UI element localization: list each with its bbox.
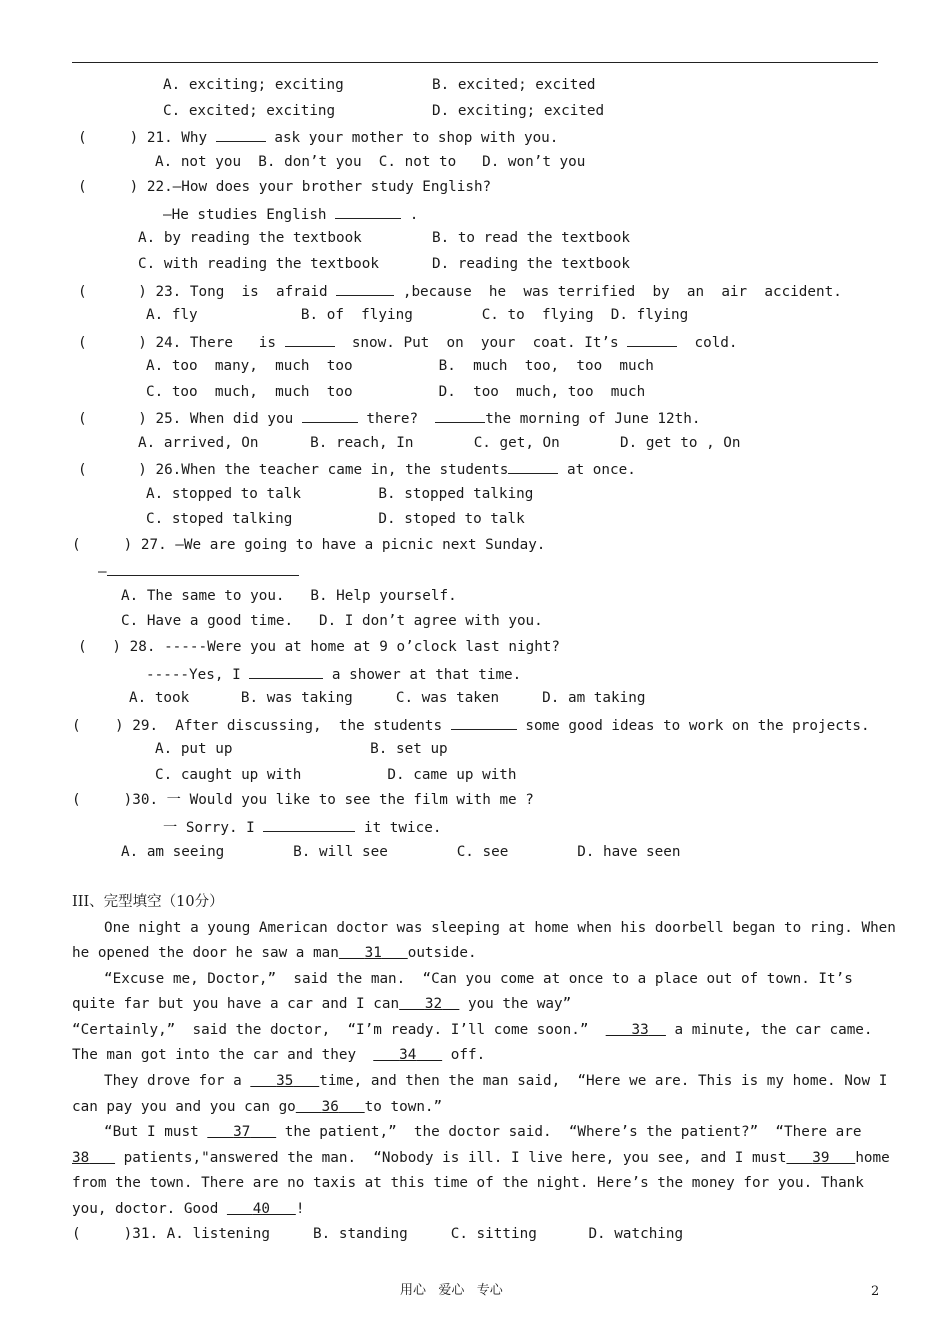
q26-options-ab: A. stopped to talk B. stopped talking	[146, 486, 534, 502]
q23-options: A. fly B. of flying C. to flying D. flying	[146, 307, 689, 323]
q20-option-c: C. excited; exciting	[163, 103, 336, 119]
passage-line: from the town. There are no taxis at this time of the night. Here’s the money for you. Thank	[72, 1175, 864, 1191]
answer-blank	[451, 715, 517, 730]
passage-line: “Excuse me, Doctor,” said the man. “Can you come at once to a place out of town. It’s	[104, 971, 853, 987]
q28-answer-line: -----Yes, I a shower at that time.	[146, 664, 521, 684]
q27-options-ab: A. The same to you. B. Help yourself.	[121, 588, 457, 604]
passage-line: you, doctor. Good 40 !	[72, 1201, 305, 1217]
passage-line: can pay you and you can go 36 to town.”	[72, 1099, 443, 1115]
q29-options-cd: C. caught up with D. came up with	[155, 767, 517, 783]
passage-line: he opened the door he saw a man 31 outside.	[72, 945, 477, 961]
q22-option-d: D. reading the textbook	[432, 256, 630, 272]
q22-option-b: B. to read the textbook	[432, 230, 630, 246]
blank-32: 32	[424, 996, 443, 1012]
q28-options: A. took B. was taking C. was taken D. am taking	[129, 690, 646, 706]
answer-blank	[335, 204, 401, 219]
q30-answer-line: 一 Sorry. I it twice.	[163, 817, 441, 837]
answer-blank	[107, 561, 299, 576]
passage-line: “But I must 37 the patient,” the doctor said. “Where’s the patient?” “There are	[104, 1124, 862, 1140]
q25-options: A. arrived, On B. reach, In C. get, On D. get to , On	[138, 435, 741, 451]
question-25: ( ) 25. When did you there? the morning of June 12th.	[78, 408, 700, 428]
blank-35: 35	[276, 1073, 294, 1089]
question-24: ( ) 24. There is snow. Put on your coat. It’s cold.	[78, 332, 738, 352]
q20-option-d: D. exciting; excited	[432, 103, 605, 119]
answer-blank	[263, 817, 355, 832]
q20-option-b: B. excited; excited	[432, 77, 596, 93]
q24-options-ab: A. too many, much too B. much too, too much	[146, 358, 654, 374]
q22-answer-line: —He studies English .	[163, 204, 418, 224]
question-30: ( )30. 一 Would you like to see the film with me ?	[72, 792, 534, 808]
answer-blank	[216, 127, 266, 142]
q29-options-ab: A. put up B. set up	[155, 741, 448, 757]
passage-line: “Certainly,” said the doctor, “I’m ready. I’ll come soon.” 33 a minute, the car came.	[72, 1022, 873, 1038]
q20-option-a: A. exciting; exciting	[163, 77, 344, 93]
passage-line: The man got into the car and they 34 off.	[72, 1047, 486, 1063]
question-29: ( ) 29. After discussing, the students some good ideas to work on the projects.	[72, 715, 870, 735]
blank-40: 40	[252, 1201, 270, 1217]
q21-options: A. not you B. don’t you C. not to D. won’t you	[155, 154, 586, 170]
header-rule	[72, 62, 878, 63]
q27-options-cd: C. Have a good time. D. I don’t agree with you.	[121, 613, 543, 629]
q26-options-cd: C. stoped talking D. stoped to talk	[146, 511, 525, 527]
answer-blank	[336, 281, 394, 296]
q22-option-c: C. with reading the textbook	[138, 256, 380, 272]
footer-motto: 用心 爱心 专心	[400, 1283, 503, 1298]
passage-line: They drove for a 35 time, and then the man said, “Here we are. This is my home. Now I	[104, 1073, 888, 1089]
question-26: ( ) 26.When the teacher came in, the students at once.	[78, 459, 636, 479]
q22-option-a: A. by reading the textbook	[138, 230, 362, 246]
answer-blank	[249, 664, 323, 679]
answer-blank	[435, 408, 485, 423]
blank-33: 33	[631, 1022, 649, 1038]
question-27: ( ) 27. —We are going to have a picnic next Sunday.	[72, 537, 546, 553]
q30-options: A. am seeing B. will see C. see D. have seen	[121, 844, 681, 860]
question-28: ( ) 28. -----Were you at home at 9 o’clock last night?	[78, 639, 561, 655]
page-number: 2	[871, 1284, 880, 1299]
passage-line: quite far but you have a car and I can 32 you the way”	[72, 996, 572, 1012]
blank-39: 39	[812, 1150, 830, 1166]
section-heading-cloze: III、完型填空（10分）	[72, 894, 224, 910]
blank-38: 38	[72, 1150, 90, 1166]
passage-line: One night a young American doctor was sleeping at home when his doorbell began to ring. When	[104, 920, 896, 936]
q27-answer-line: —	[98, 561, 299, 581]
answer-blank	[285, 332, 335, 347]
blank-36: 36	[321, 1099, 339, 1115]
answer-blank	[302, 408, 358, 423]
blank-37: 37	[233, 1124, 251, 1140]
blank-34: 34	[399, 1047, 417, 1063]
blank-31: 31	[364, 945, 382, 961]
answer-blank	[627, 332, 677, 347]
question-23: ( ) 23. Tong is afraid ,because he was terrified by an air accident.	[78, 281, 842, 301]
answer-blank	[508, 459, 558, 474]
passage-line: 38 patients,"answered the man. “Nobody is ill. I live here, you see, and I must 39 home	[72, 1150, 890, 1166]
question-21: ( ) 21. Why ask your mother to shop with you.	[78, 127, 558, 147]
question-22: ( ) 22.—How does your brother study English?	[78, 179, 492, 195]
q24-options-cd: C. too much, much too D. too much, too much	[146, 384, 646, 400]
question-31: ( )31. A. listening B. standing C. sitting D. watching	[72, 1226, 684, 1242]
